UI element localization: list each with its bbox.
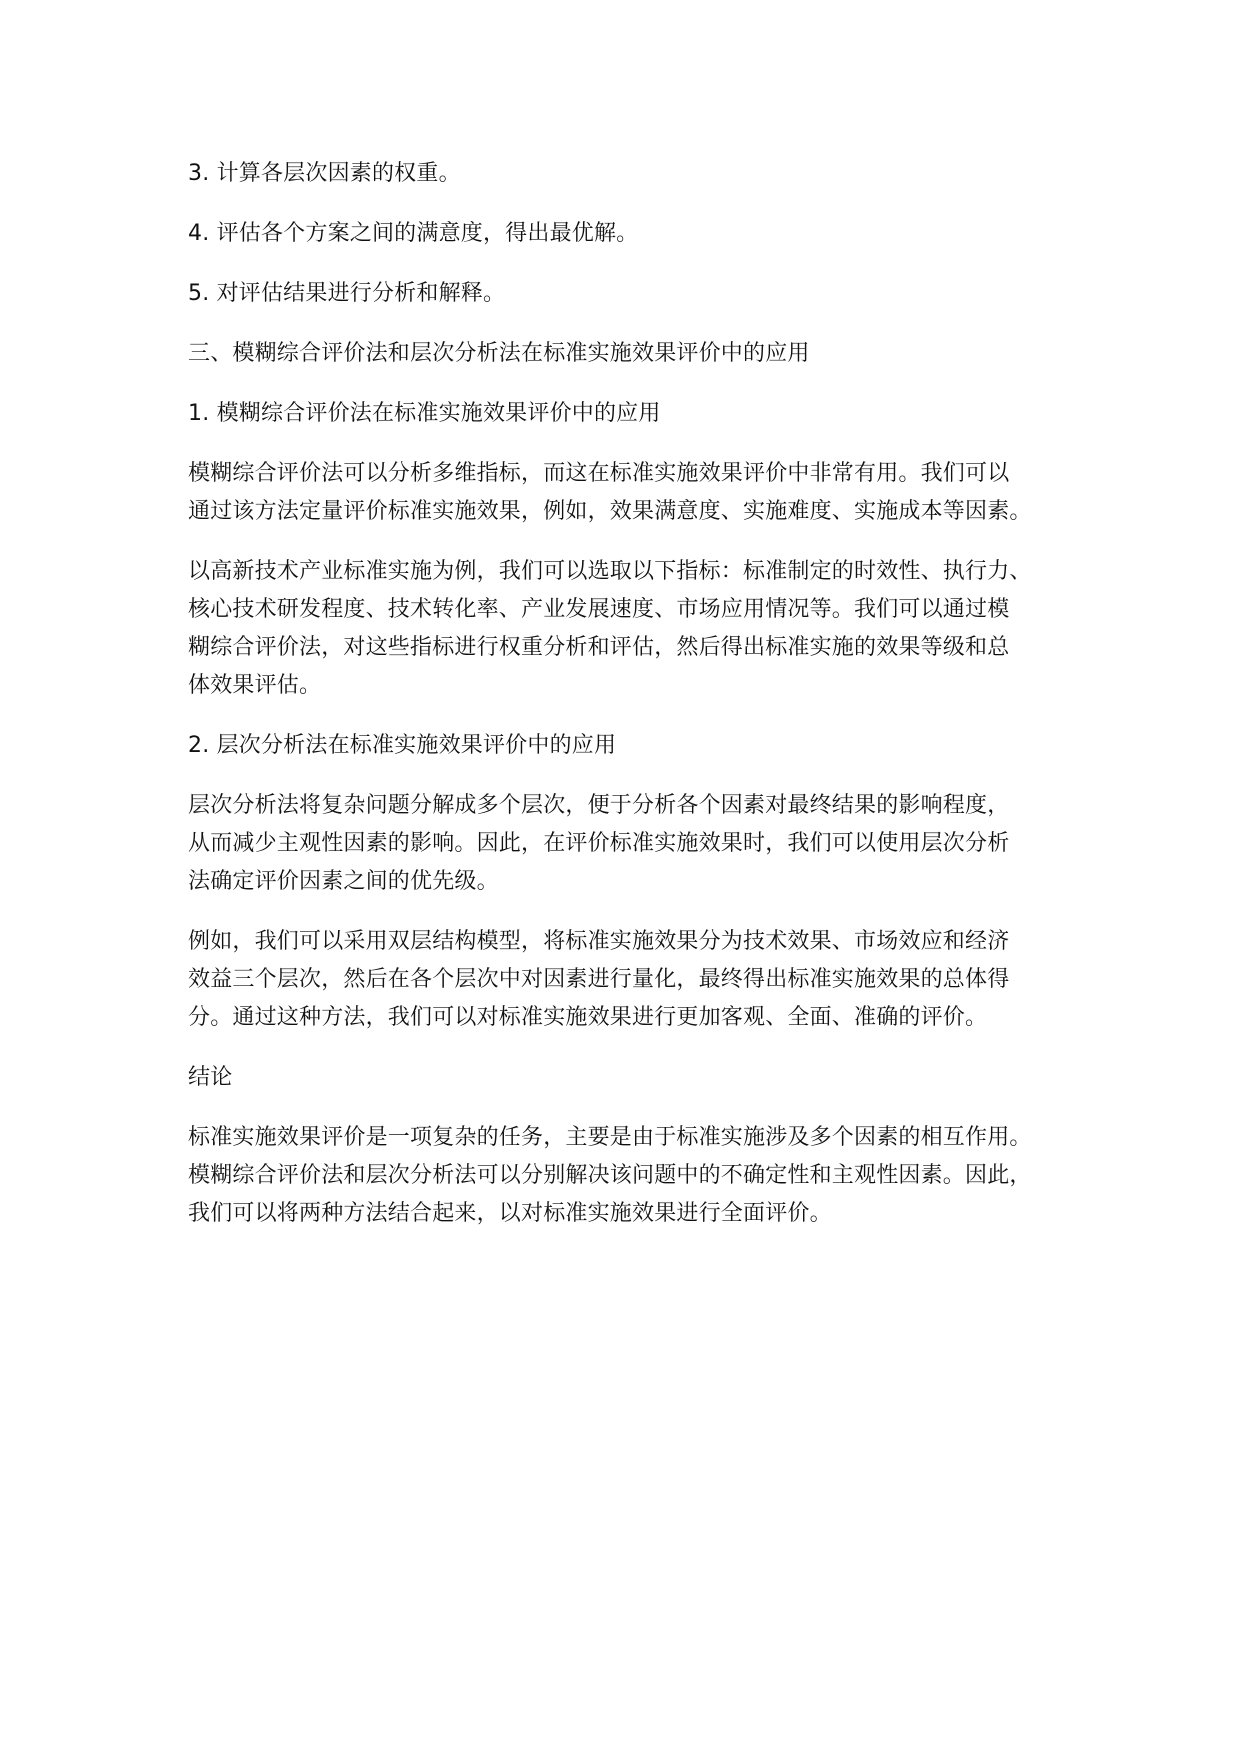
text-line: 模糊综合评价法可以分析多维指标，而这在标准实施效果评价中非常有用。我们可以: [188, 461, 1010, 486]
text-line: 2. 层次分析法在标准实施效果评价中的应用: [188, 733, 617, 758]
text-line: 5. 对评估结果进行分析和解释。: [188, 281, 506, 306]
text-line: 效益三个层次，然后在各个层次中对因素进行量化，最终得出标准实施效果的总体得: [188, 967, 1010, 992]
fuzzy-method-paragraph: [188, 455, 1088, 531]
text-line: 3. 计算各层次因素的权重。: [188, 161, 461, 186]
text-line: 三、模糊综合评价法和层次分析法在标准实施效果评价中的应用: [188, 341, 810, 366]
document-body: [188, 155, 1088, 1255]
text-line: 通过该方法定量评价标准实施效果，例如，效果满意度、实施难度、实施成本等因素。: [188, 499, 1032, 524]
text-line: 结论: [188, 1065, 233, 1090]
text-line: 模糊综合评价法和层次分析法可以分别解决该问题中的不确定性和主观性因素。因此，: [188, 1163, 1032, 1188]
ahp-method-paragraph: [188, 787, 1088, 901]
text-line: 以高新技术产业标准实施为例，我们可以选取以下指标：标准制定的时效性、执行力、: [188, 559, 1032, 584]
subsection-2-heading: [188, 727, 1088, 765]
text-line: 从而减少主观性因素的影响。因此，在评价标准实施效果时，我们可以使用层次分析: [188, 831, 1010, 856]
text-line: 核心技术研发程度、技术转化率、产业发展速度、市场应用情况等。我们可以通过模: [188, 597, 1010, 622]
subsection-1-heading: [188, 395, 1088, 433]
ahp-example-paragraph: [188, 923, 1088, 1037]
section-3-heading: [188, 335, 1088, 373]
text-line: 层次分析法将复杂问题分解成多个层次，便于分析各个因素对最终结果的影响程度，: [188, 793, 1010, 818]
text-line: 我们可以将两种方法结合起来，以对标准实施效果进行全面评价。: [188, 1201, 832, 1226]
conclusion-paragraph: [188, 1119, 1088, 1233]
text-line: 法确定评价因素之间的优先级。: [188, 869, 499, 894]
step-5-paragraph: [188, 275, 1088, 313]
text-line: 4. 评估各个方案之间的满意度，得出最优解。: [188, 221, 639, 246]
fuzzy-example-paragraph: [188, 553, 1088, 705]
text-line: 标准实施效果评价是一项复杂的任务，主要是由于标准实施涉及多个因素的相互作用。: [188, 1125, 1032, 1150]
text-line: 分。通过这种方法，我们可以对标准实施效果进行更加客观、全面、准确的评价。: [188, 1005, 988, 1030]
text-line: 1. 模糊综合评价法在标准实施效果评价中的应用: [188, 401, 661, 426]
text-line: 糊综合评价法，对这些指标进行权重分析和评估，然后得出标准实施的效果等级和总: [188, 635, 1010, 660]
conclusion-heading: [188, 1059, 1088, 1097]
step-4-paragraph: [188, 215, 1088, 253]
step-3-paragraph: [188, 155, 1088, 193]
text-line: 体效果评估。: [188, 673, 322, 698]
text-line: 例如，我们可以采用双层结构模型，将标准实施效果分为技术效果、市场效应和经济: [188, 929, 1010, 954]
